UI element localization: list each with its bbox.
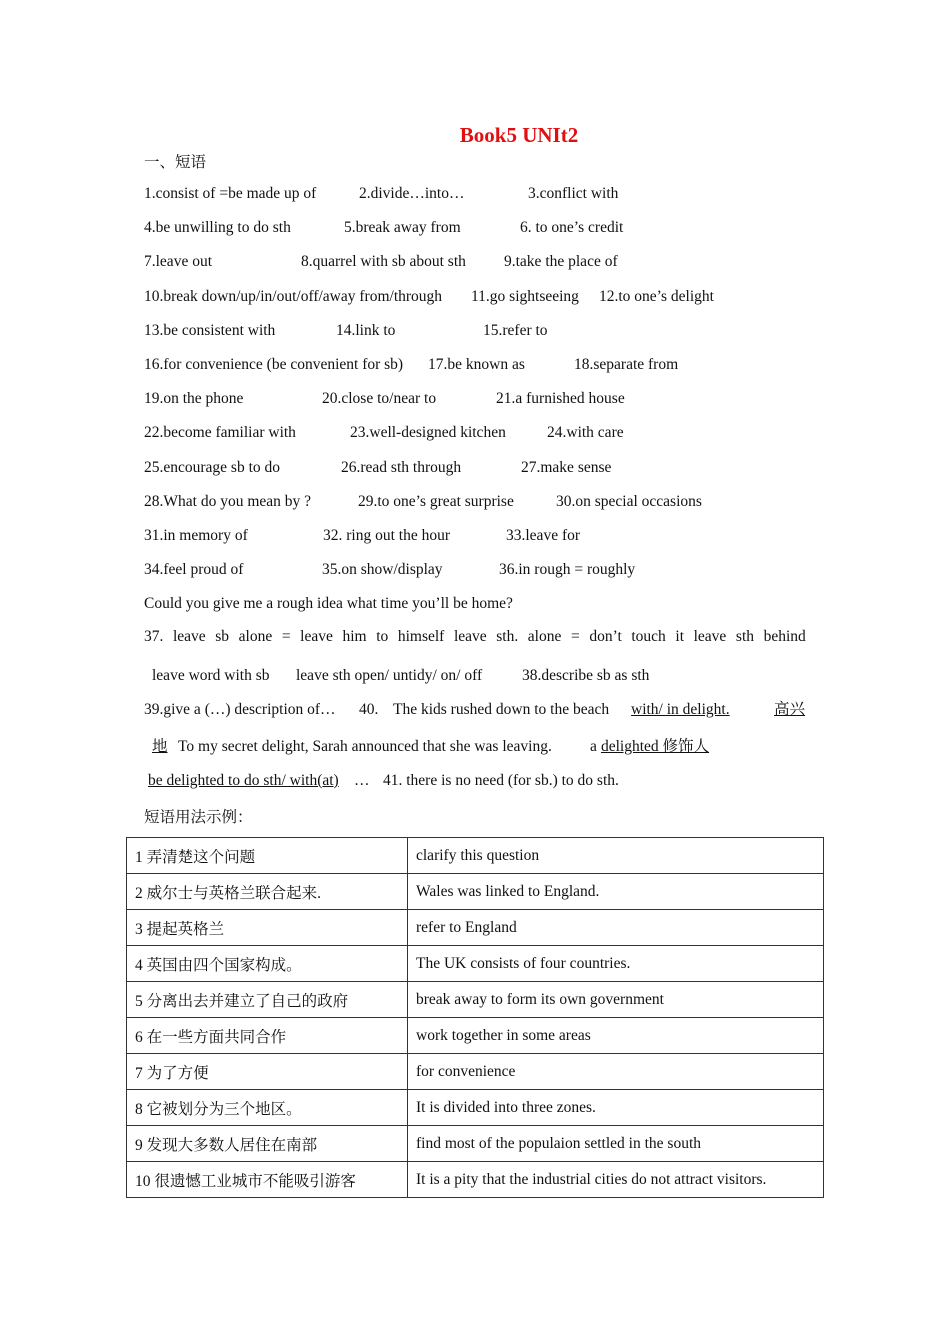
table-row: 4 英国由四个国家构成。 The UK consists of four countries. <box>127 946 824 982</box>
table-row: 7 为了方便 for convenience <box>127 1054 824 1090</box>
table-row: 2 威尔士与英格兰联合起来. Wales was linked to England. <box>127 874 824 910</box>
table-row: 6 在一些方面共同合作 work together in some areas <box>127 1018 824 1054</box>
table-row: 9 发现大多数人居住在南部 find most of the populaion settled in the south <box>127 1126 824 1162</box>
table-row: 5 分离出去并建立了自己的政府 break away to form its own government <box>127 982 824 1018</box>
table-row: 10 很遗憾工业城市不能吸引游客 It is a pity that the industrial cities do not attract visitors. <box>127 1162 824 1198</box>
item-37-line: 37. leave sb alone = leave him to himself leave sth. alone = don’t touch it leave sth behind <box>144 628 806 645</box>
examples-heading: 短语用法示例： <box>144 809 253 826</box>
table-row: 8 它被划分为三个地区。 It is divided into three zones. <box>127 1090 824 1126</box>
example-sentence: Could you give me a rough idea what time you’ll be home? <box>144 595 513 612</box>
examples-table <box>126 837 824 1198</box>
table-row: 1 弄清楚这个问题 clarify this question <box>127 838 824 874</box>
page-title: Book5 UNIt2 <box>459 123 579 147</box>
table-row: 3 提起英格兰 refer to England <box>127 910 824 946</box>
section-heading: 一、短语 <box>144 154 207 171</box>
